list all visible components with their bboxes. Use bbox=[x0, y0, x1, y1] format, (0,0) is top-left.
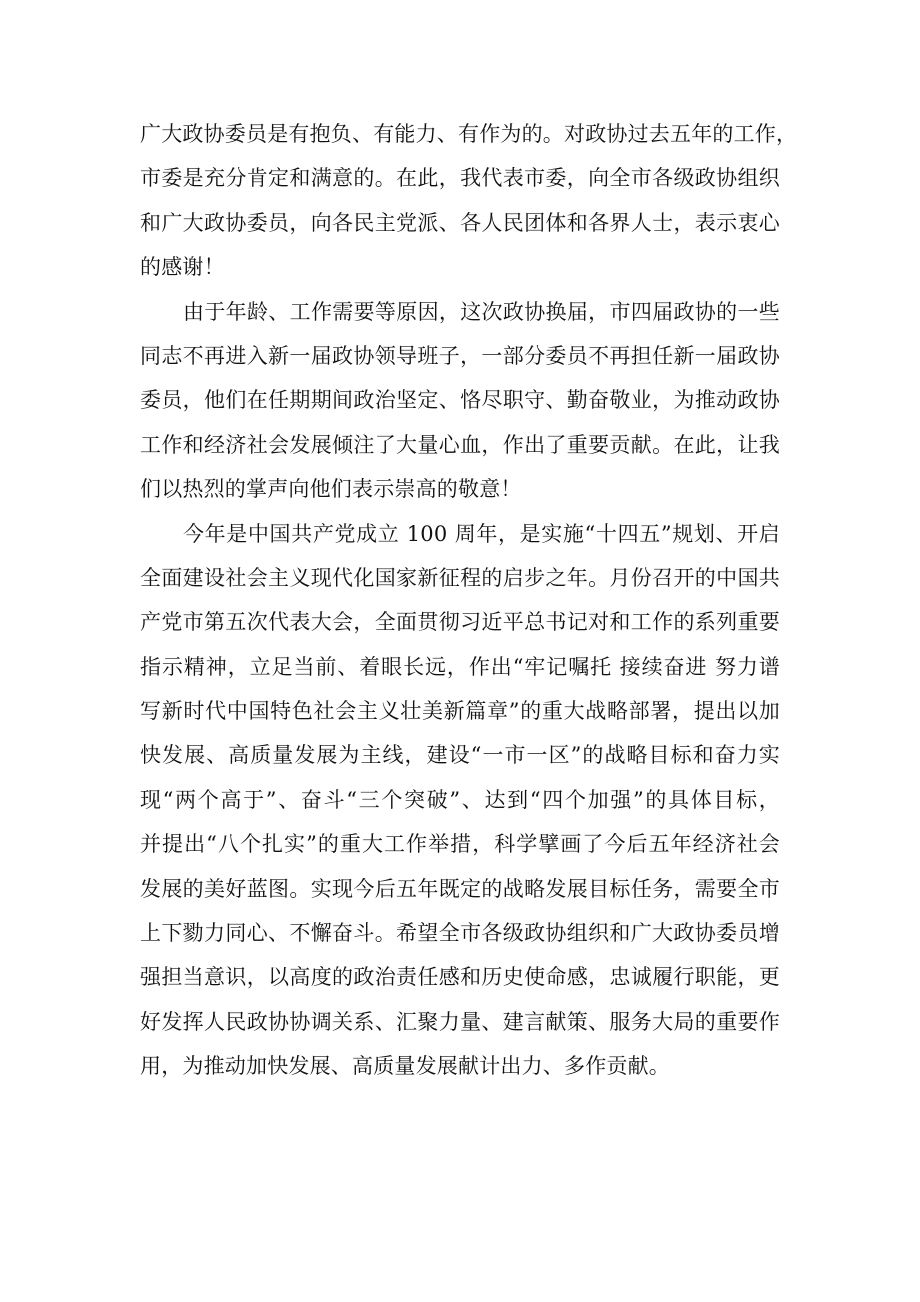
text-line: 由于年龄、工作需要等原因，这次政协换届，市四届政协的一些 bbox=[183, 299, 780, 324]
text-line: 用，为推动加快发展、高质量发展献计出力、多作贡献。 bbox=[140, 1054, 670, 1079]
text-line: 写新时代中国特色社会主义壮美新篇章”的重大战略部署，提出以加 bbox=[140, 699, 780, 724]
text-line: 全面建设社会主义现代化国家新征程的启步之年。月份召开的中国共 bbox=[140, 565, 780, 590]
text-line: 并提出“八个扎实”的重大工作举措，科学擘画了今后五年经济社会 bbox=[140, 832, 780, 857]
paragraph-2 bbox=[140, 290, 780, 512]
text-line: 指示精神，立足当前、着眼长远，作出“牢记嘱托 接续奋进 努力谱 bbox=[140, 654, 780, 679]
paragraph-3 bbox=[140, 512, 780, 1089]
text-line: 今年是中国共产党成立 100 周年，是实施“十四五”规划、开启 bbox=[183, 521, 780, 546]
text-line: 和广大政协委员，向各民主党派、各人民团体和各界人士，表示衷心 bbox=[140, 210, 780, 235]
text-line: 好发挥人民政协协调关系、汇聚力量、建言献策、服务大局的重要作 bbox=[140, 1009, 780, 1034]
text-line: 委员，他们在任期期间政治坚定、恪尽职守、勤奋敬业，为推动政协 bbox=[140, 388, 780, 413]
paragraph-1 bbox=[140, 112, 798, 290]
text-line: 们以热烈的掌声向他们表示崇高的敬意！ bbox=[140, 477, 522, 502]
text-line: 现“两个高于”、奋斗“三个突破”、达到“四个加强”的具体目标， bbox=[140, 787, 780, 812]
text-line: 发展的美好蓝图。实现今后五年既定的战略发展目标任务，需要全市 bbox=[140, 876, 780, 901]
text-line: 市委是充分肯定和满意的。在此，我代表市委，向全市各级政协组织 bbox=[140, 166, 780, 191]
text-line: 上下勠力同心、不懈奋斗。希望全市各级政协组织和广大政协委员增 bbox=[140, 921, 780, 946]
text-line: 的感谢！ bbox=[140, 255, 225, 280]
text-line: 同志不再进入新一届政协领导班子，一部分委员不再担任新一届政协 bbox=[140, 343, 780, 368]
text-line: 快发展、高质量发展为主线，建设“一市一区”的战略目标和奋力实 bbox=[140, 743, 780, 768]
text-line: 广大政协委员是有抱负、有能力、有作为的。对政协过去五年的工作， bbox=[140, 122, 798, 146]
text-line: 工作和经济社会发展倾注了大量心血，作出了重要贡献。在此，让我 bbox=[140, 432, 780, 457]
document-body bbox=[140, 112, 798, 1089]
text-line: 产党市第五次代表大会，全面贯彻习近平总书记对和工作的系列重要 bbox=[140, 610, 780, 635]
text-line: 强担当意识，以高度的政治责任感和历史使命感，忠诚履行职能，更 bbox=[140, 965, 780, 990]
